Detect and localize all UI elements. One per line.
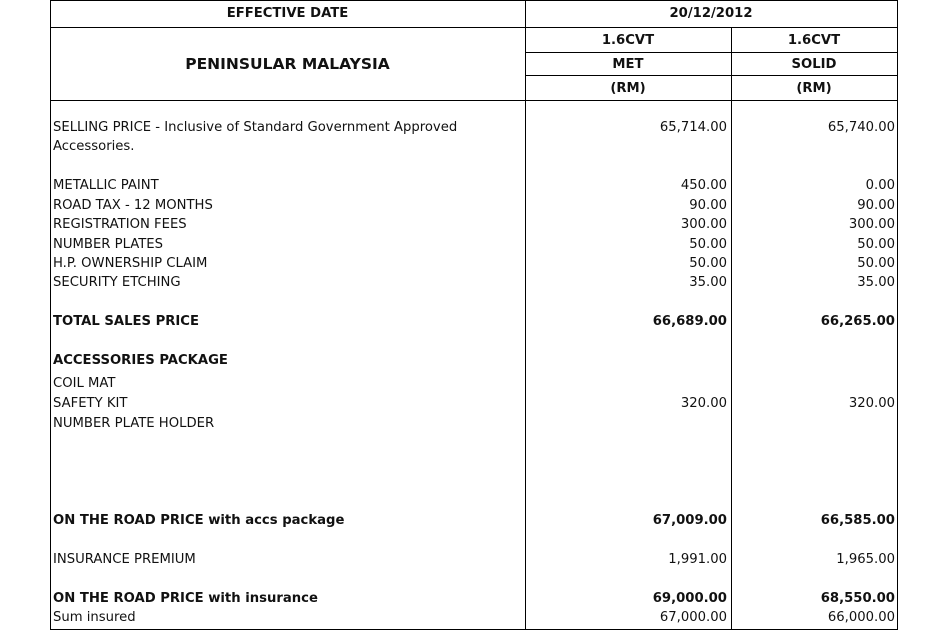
sum-insured-solid: 66,000.00 — [827, 610, 895, 625]
otr-insurance-label: ON THE ROAD PRICE with insurance — [53, 591, 318, 606]
selling-price-solid: 65,740.00 — [827, 120, 895, 135]
otr-accs-solid: 66,585.00 — [820, 513, 895, 528]
accessory-item: COIL MAT — [53, 376, 116, 391]
column-model-solid: 1.6CVT — [787, 33, 841, 48]
sum-insured-met: 67,000.00 — [659, 610, 727, 625]
security-etching-solid: 35.00 — [857, 275, 895, 290]
metallic-paint-met: 450.00 — [680, 178, 727, 193]
road-tax-met: 90.00 — [689, 198, 727, 213]
total-sales-price-met: 66,689.00 — [652, 314, 727, 329]
road-tax-label: ROAD TAX - 12 MONTHS — [53, 198, 213, 213]
registration-fees-solid: 300.00 — [848, 217, 895, 232]
number-plates-met: 50.00 — [689, 237, 727, 252]
region-title: PENINSULAR MALAYSIA — [185, 55, 390, 73]
otr-insurance-met: 69,000.00 — [652, 591, 727, 606]
otr-accs-label: ON THE ROAD PRICE with accs package — [53, 513, 345, 528]
column-paint-met: MET — [612, 57, 644, 72]
metallic-paint-label: METALLIC PAINT — [53, 178, 159, 193]
number-plates-label: NUMBER PLATES — [53, 237, 163, 252]
otr-insurance-solid: 68,550.00 — [820, 591, 895, 606]
accessory-item: NUMBER PLATE HOLDER — [53, 416, 215, 431]
column-model-met: 1.6CVT — [601, 33, 655, 48]
hp-ownership-claim-solid: 50.00 — [857, 256, 895, 271]
effective-date-value: 20/12/2012 — [669, 6, 753, 21]
total-sales-price-label: TOTAL SALES PRICE — [53, 314, 199, 329]
road-tax-solid: 90.00 — [857, 198, 895, 213]
otr-accs-met: 67,009.00 — [652, 513, 727, 528]
column-paint-solid: SOLID — [791, 57, 837, 72]
effective-date-label: EFFECTIVE DATE — [226, 6, 349, 21]
grid-line — [50, 629, 898, 630]
column-currency-solid: (RM) — [796, 81, 832, 96]
insurance-premium-solid: 1,965.00 — [836, 552, 895, 567]
registration-fees-met: 300.00 — [680, 217, 727, 232]
insurance-premium-label: INSURANCE PREMIUM — [53, 552, 196, 567]
grid-line — [897, 0, 898, 630]
security-etching-label: SECURITY ETCHING — [53, 275, 181, 290]
hp-ownership-claim-met: 50.00 — [689, 256, 727, 271]
accessories-package-solid: 320.00 — [848, 396, 895, 411]
accessories-package-label: ACCESSORIES PACKAGE — [53, 353, 228, 368]
hp-ownership-claim-label: H.P. OWNERSHIP CLAIM — [53, 256, 208, 271]
insurance-premium-met: 1,991.00 — [668, 552, 727, 567]
grid-line — [50, 0, 51, 630]
grid-line — [525, 75, 898, 76]
sum-insured-label: Sum insured — [53, 610, 136, 625]
total-sales-price-solid: 66,265.00 — [820, 314, 895, 329]
selling-price-met: 65,714.00 — [659, 120, 727, 135]
grid-line — [525, 52, 898, 53]
price-table — [50, 0, 898, 630]
column-currency-met: (RM) — [610, 81, 646, 96]
grid-line — [50, 0, 898, 1]
security-etching-met: 35.00 — [689, 275, 727, 290]
grid-line — [50, 100, 898, 101]
accessory-item: SAFETY KIT — [53, 396, 128, 411]
grid-line — [50, 27, 898, 28]
registration-fees-label: REGISTRATION FEES — [53, 217, 187, 232]
metallic-paint-solid: 0.00 — [865, 178, 895, 193]
accessories-package-met: 320.00 — [680, 396, 727, 411]
number-plates-solid: 50.00 — [857, 237, 895, 252]
selling-price-label-cont: Accessories. — [53, 139, 135, 154]
selling-price-label: SELLING PRICE - Inclusive of Standard Government Approved — [53, 120, 458, 135]
